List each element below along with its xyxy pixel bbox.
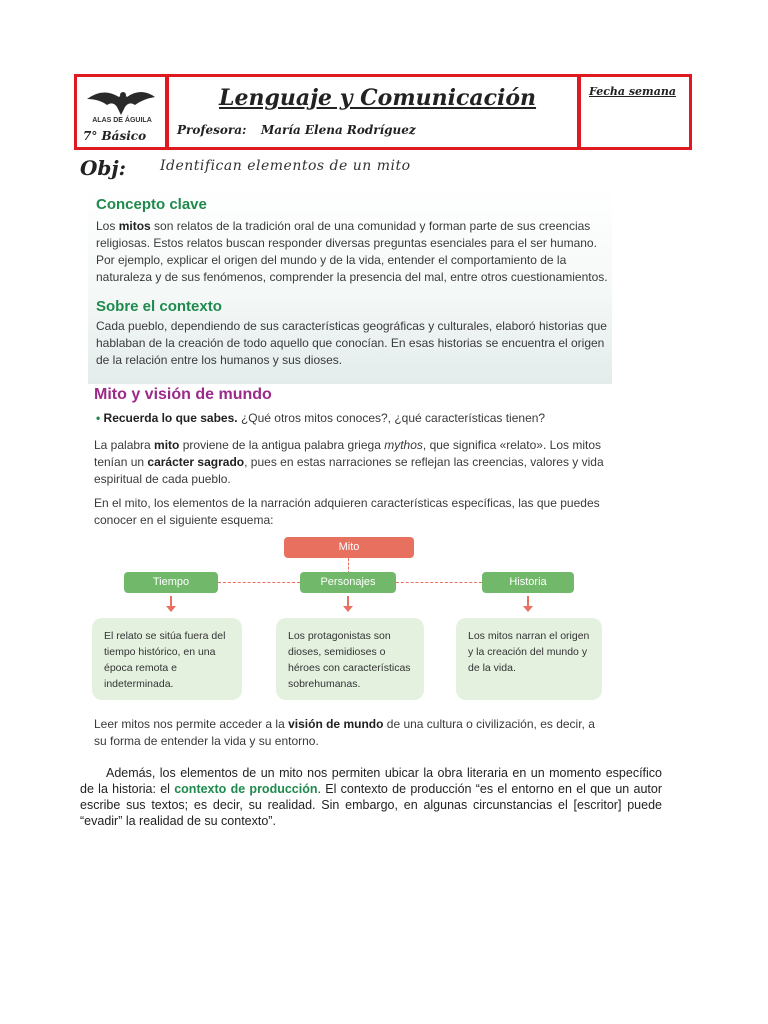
grade-label: 7° Básico <box>83 129 147 143</box>
diagram-node-personajes: Personajes <box>300 572 396 593</box>
objective-text: Identifican elementos de un mito <box>160 158 411 174</box>
diagram-card-historia: Los mitos narran el origen y la creación del mundo y de la vida. <box>456 618 602 700</box>
diagram-root-mito: Mito <box>284 537 414 558</box>
logo-box <box>74 74 168 150</box>
extra-paragraph: Además, los elementos de un mito nos permiten ubicar la obra literaria en un momento específico de la historia: el contexto de producción. El contexto de producción “es el entorno en el que un autor escribe sus textos; es decir, su realidad. Sin embargo, en algunas circunstancias el [escritor] puede “evadir” la realidad de su contexto”. <box>80 766 662 828</box>
teacher-label: Profesora: <box>177 123 247 137</box>
arrow-down-icon <box>527 596 529 606</box>
contexto-text: Cada pueblo, dependiendo de sus características geográficas y culturales, elaboró historias que hablaban de la creación de todo aquello que conocían. En esas historias se encuentra el origen de la relación entre los humanos y sus dioses. <box>96 319 607 367</box>
diagram-card-personajes: Los protagonistas son dioses, semidioses o héroes con características sobrehumanas. <box>276 618 424 700</box>
bullet-icon: • <box>96 411 101 425</box>
objective-label: Obj: <box>80 156 127 180</box>
diagram-node-tiempo: Tiempo <box>124 572 218 593</box>
recuerda-bullet: • Recuerda lo que sabes. ¿Qué otros mitos conoces?, ¿qué características tienen? <box>96 411 546 425</box>
arrow-down-icon <box>347 596 349 606</box>
eagle-logo-icon <box>85 85 157 117</box>
mito-vision-title: Mito y visión de mundo <box>94 386 272 403</box>
date-box <box>578 74 692 150</box>
title-box <box>166 74 580 150</box>
teacher-name: María Elena Rodríguez <box>261 123 416 137</box>
diagram-node-historia: Historia <box>482 572 574 593</box>
mito-paragraph-2: En el mito, los elementos de la narración adquieren características específicas, las que puedes conocer en el siguiente esquema: <box>94 496 600 527</box>
connector-right <box>396 582 482 583</box>
logo-text: ALAS DE ÁGUILA <box>92 117 152 124</box>
concepto-text: Los mitos son relatos de la tradición oral de una comunidad y forman parte de sus creencias religiosas. Estos relatos buscan responder diversas preguntas esenciales para el ser humano. Por ejemplo, explicar el origen del mundo y de la vida, entender el comportamiento de la naturaleza y de sus fenómenos, comprender la presencia del mal, entre otros cuestionamientos. <box>96 219 608 284</box>
concepto-title: Concepto clave <box>96 196 207 213</box>
closing-paragraph: Leer mitos nos permite acceder a la visión de mundo de una cultura o civilización, es decir, a su forma de entender la vida y su entorno. <box>94 717 595 748</box>
diagram-card-tiempo: El relato se sitúa fuera del tiempo histórico, en una época remota e indeterminada. <box>92 618 242 700</box>
mito-paragraph-1: La palabra mito proviene de la antigua palabra griega mythos, que significa «relato». Los mitos tenían un carácter sagrado, pues en estas narraciones se reflejan las creencias, valores y vida espiritual de cada pueblo. <box>94 438 604 486</box>
contexto-title: Sobre el contexto <box>96 298 222 315</box>
subject-title: Lenguaje y Comunicación <box>219 85 537 111</box>
arrow-down-icon <box>170 596 172 606</box>
date-label: Fecha semana <box>589 85 676 98</box>
connector-left <box>218 582 300 583</box>
